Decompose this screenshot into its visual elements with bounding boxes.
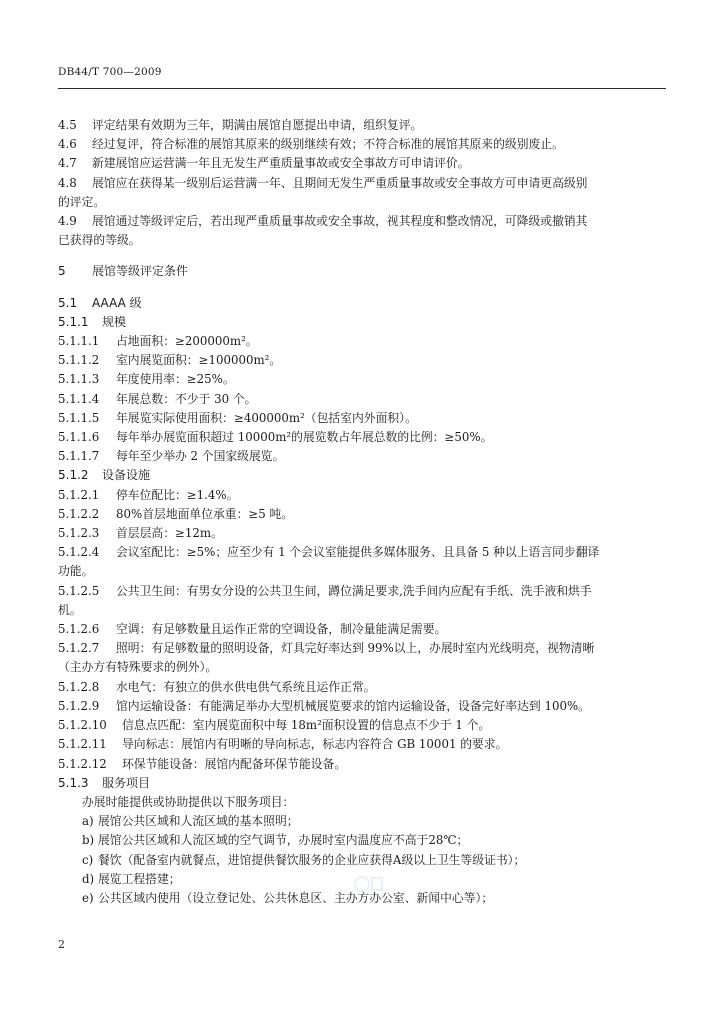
clause-item	[58, 678, 666, 697]
service-label: d)	[82, 871, 95, 886]
clause-item	[58, 543, 666, 562]
service-label: c)	[82, 852, 94, 867]
clause-text: 年展总数：不少于 30 个。	[116, 391, 257, 406]
clause-text: 环保节能设备：展馆内配备环保节能设备。	[122, 756, 347, 771]
clause-item	[58, 212, 666, 231]
clause-text: 导向标志：展馆内有明晰的导向标志，标志内容符合 GB 10001 的要求。	[122, 737, 508, 752]
page-number: 2	[58, 938, 65, 951]
service-label: a)	[82, 814, 94, 829]
subsection-heading-5-1: 5.1 AAAA 级	[58, 295, 142, 310]
clause-number: 5.1.2.5	[58, 583, 100, 598]
clause-text: 年度使用率：≥25%。	[116, 372, 235, 387]
clause-item	[58, 447, 666, 466]
watermark-logo-icon	[352, 872, 386, 896]
clause-text: 展馆通过等级评定后，若出现严重质量事故或安全事故，视其程度和整改情况，可降级或撤销其	[92, 214, 588, 229]
service-text: 公共区域内使用（设立登记处、公共休息区、主办方办公室、新闻中心等）；	[98, 890, 494, 905]
clause-item	[58, 409, 666, 428]
clause-text: 空调：有足够数量且运作正常的空调设备，制冷量能满足需要。	[116, 622, 447, 637]
clause-text: 经过复评，符合标准的展馆其原来的级别继续有效；不符合标准的展馆其原来的级别废止。	[92, 137, 564, 152]
clause-number: 5.1.2.7	[58, 641, 100, 656]
clause-item	[58, 697, 666, 716]
clause-number: 5.1.2.2	[58, 506, 100, 521]
clause-item	[58, 524, 666, 543]
clause-item	[58, 332, 666, 351]
clause-item	[58, 428, 666, 447]
clause-list-5-1-2	[58, 486, 666, 774]
clause-text: 停车位配比：≥1.4%。	[116, 487, 239, 502]
clause-text: 首层层高：≥12m。	[116, 526, 223, 541]
clause-number: 5.1.2.3	[58, 526, 100, 541]
service-label: b)	[82, 833, 95, 848]
clause-text: 公共卫生间：有男女分设的公共卫生间，蹲位满足要求,洗手间内应配有手纸、洗手液和烘手	[116, 583, 592, 598]
clause-text: 馆内运输设备：有能满足举办大型机械展览要求的馆内运输设备，设备完好率达到 100%。	[116, 698, 590, 713]
clause-text: 室内展览面积：≥100000m²。	[116, 353, 282, 368]
clause-item	[58, 486, 666, 505]
clause-number: 5.1.1.4	[58, 391, 100, 406]
clause-continuation: 已获得的等级。	[58, 233, 141, 248]
clause-list-4	[58, 116, 666, 250]
clause-text: 展馆应在获得某一级别后运营满一年、且期间无发生严重质量事故或安全事故方可申请更高级别	[92, 175, 588, 190]
clause-number: 5.1.2.8	[58, 679, 100, 694]
clause-item	[58, 370, 666, 389]
service-label: e)	[82, 890, 94, 905]
clause-text: 会议室配比：≥5%；应至少有 1 个会议室能提供多媒体服务、且具备 5 种以上语言同步翻译	[116, 545, 600, 560]
clause-continuation: 的评定。	[58, 194, 106, 209]
clause-text: 每年至少举办 2 个国家级展览。	[116, 449, 285, 464]
clause-number: 5.1.1.3	[58, 372, 100, 387]
clause-item	[58, 351, 666, 370]
clause-number: 5.1.2.12	[58, 756, 107, 771]
clause-text: 每年举办展览面积超过 10000m²的展览数占年展总数的比例：≥50%。	[116, 430, 493, 445]
clause-number: 5.1.1.6	[58, 430, 100, 445]
clause-text: 信息点匹配：室内展览面积中每 18m²面积设置的信息点不少于 1 个。	[122, 718, 491, 733]
clause-number: 5.1.2.4	[58, 545, 100, 560]
clause-number: 5.1.1.5	[58, 410, 100, 425]
service-text: 餐饮（配备室内就餐点，进馆提供餐饮服务的企业应获得A级以上卫生等级证书）；	[98, 852, 526, 867]
clause-number: 5.1.2.6	[58, 622, 100, 637]
clause-list-5-1-1	[58, 332, 666, 466]
service-item	[58, 812, 666, 831]
subsection-heading-5-1-2: 5.1.2 设备设施	[58, 468, 151, 483]
clause-number: 5.1.2.11	[58, 737, 107, 752]
clause-text: 年展览实际使用面积：≥400000m²（包括室内外面积）。	[116, 410, 417, 425]
clause-number: 5.1.2.10	[58, 718, 107, 733]
subsection-heading-5-1-1: 5.1.1 规模	[58, 314, 127, 329]
clause-continuation: （主办方有特殊要求的例外）。	[58, 660, 218, 675]
service-intro: 办展时能提供或协助提供以下服务项目：	[82, 794, 295, 809]
clause-continuation: 功能。	[58, 564, 94, 579]
clause-item	[58, 174, 666, 193]
clause-item	[58, 735, 666, 754]
clause-text: 占地面积：≥200000m²。	[116, 334, 258, 349]
clause-number: 5.1.1.1	[58, 334, 100, 349]
clause-text: 新建展馆应运营满一年且无发生严重质量事故或安全事故方可申请评价。	[92, 156, 470, 171]
clause-item	[58, 755, 666, 774]
page-header: DB44/T 700—2009	[58, 66, 162, 78]
subsection-heading-5-1-3: 5.1.3 服务项目	[58, 775, 151, 790]
clause-number: 5.1.2.1	[58, 487, 100, 502]
clause-number: 4.6	[58, 137, 77, 152]
clause-text: 评定结果有效期为三年，期满由展馆自愿提出申请，组织复评。	[92, 118, 423, 132]
clause-text: 照明：有足够数量的照明设备，灯具完好率达到 99%以上，办展时室内光线明亮，视物清晰	[116, 641, 595, 656]
clause-item	[58, 154, 666, 173]
header-rule	[58, 88, 666, 89]
clause-item	[58, 505, 666, 524]
clause-item	[58, 716, 666, 735]
clause-number: 4.9	[58, 214, 77, 229]
clause-item	[58, 135, 666, 154]
clause-item	[58, 639, 666, 658]
clause-number: 4.5	[58, 118, 77, 132]
clause-number: 4.8	[58, 175, 77, 190]
service-text: 展馆公共区域和人流区域的基本照明；	[98, 814, 299, 829]
clause-item	[58, 116, 666, 135]
service-text: 展馆公共区域和人流区域的空气调节，办展时室内温度应不高于28℃；	[98, 833, 469, 848]
clause-item	[58, 582, 666, 601]
clause-number: 5.1.2.9	[58, 698, 100, 713]
service-item	[58, 831, 666, 850]
document-body	[58, 116, 666, 908]
clause-number: 5.1.1.2	[58, 353, 100, 368]
clause-text: 80%首层地面单位承重：≥5 吨。	[116, 506, 294, 521]
clause-number: 4.7	[58, 156, 77, 171]
clause-item	[58, 620, 666, 639]
clause-continuation: 机。	[58, 602, 82, 617]
clause-number: 5.1.1.7	[58, 449, 100, 464]
section-heading: 5 展馆等级评定条件	[58, 264, 189, 279]
clause-item	[58, 390, 666, 409]
service-text: 展览工程搭建；	[98, 871, 181, 886]
service-item	[58, 851, 666, 870]
clause-text: 水电气：有独立的供水供电供气系统且运作正常。	[116, 679, 376, 694]
